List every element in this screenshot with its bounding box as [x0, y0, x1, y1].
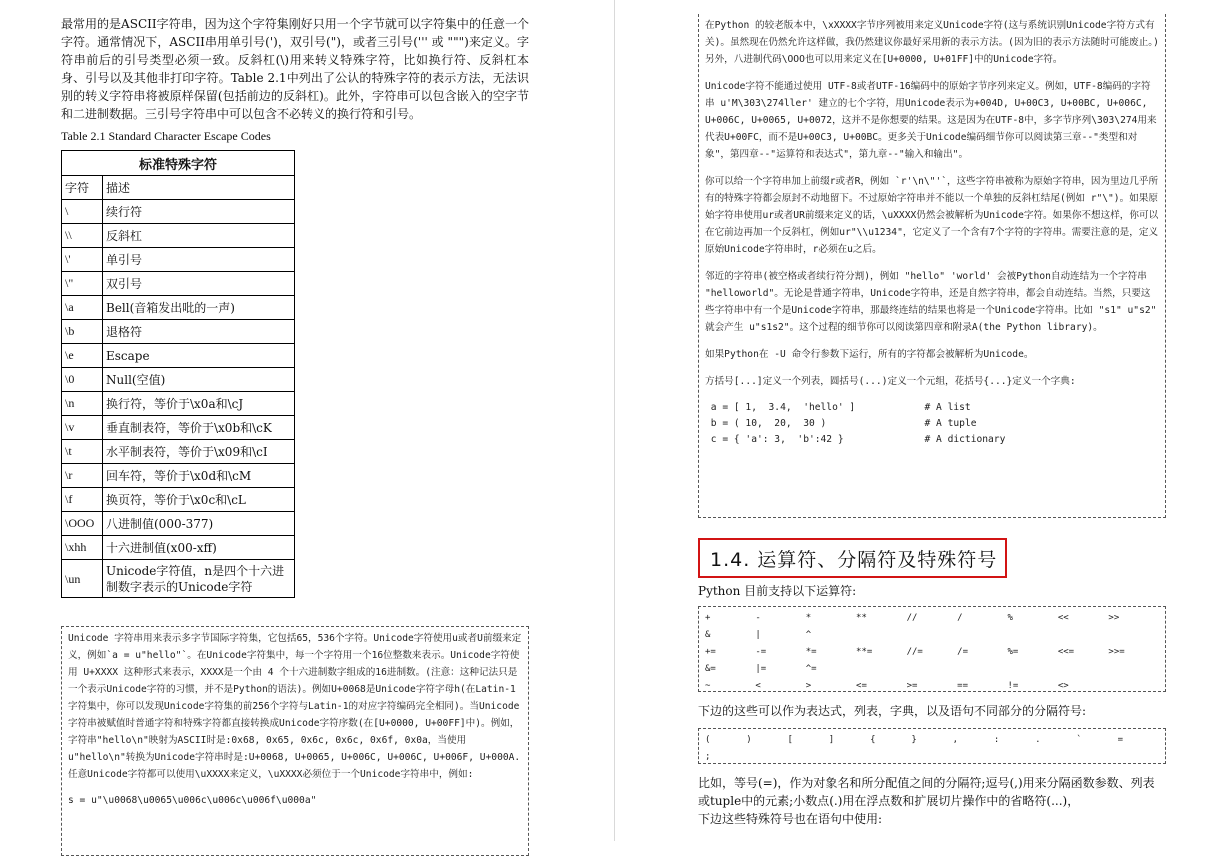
- operator-symbol: [957, 661, 1007, 678]
- table-row: [62, 224, 295, 248]
- operator-symbol: [1058, 627, 1109, 644]
- escape-code: \OOO: [62, 512, 103, 536]
- operator-symbol: -: [755, 613, 761, 623]
- delimiters-box: [698, 728, 1166, 764]
- operator-symbol: %: [1007, 613, 1013, 623]
- special-symbols-intro: 下边这些特殊符号也在语句中使用:: [698, 812, 883, 826]
- operator-symbol: [1108, 678, 1159, 695]
- operator-symbol: -=: [755, 647, 767, 657]
- operator-row: [705, 627, 1159, 644]
- operator-row: [705, 644, 1159, 661]
- table-row: [62, 344, 295, 368]
- delimiter-symbol: [1035, 749, 1076, 766]
- escape-code: \f: [62, 488, 103, 512]
- left-page: [61, 0, 529, 856]
- operator-symbol: !=: [1007, 681, 1019, 691]
- delimiter-symbol: [911, 749, 952, 766]
- operator-row: [705, 661, 1159, 678]
- operator-symbol: >>=: [1108, 647, 1125, 657]
- escape-desc: 双引号: [103, 272, 295, 296]
- operator-symbol: [1008, 627, 1058, 644]
- delimiter-symbol: [788, 749, 829, 766]
- delimiter-symbol: ): [746, 735, 752, 745]
- delimiter-symbol: :: [993, 735, 1000, 745]
- table-row: [62, 296, 295, 320]
- escape-desc: 八进制值(000-377): [103, 512, 295, 536]
- escape-desc: 退格符: [103, 320, 295, 344]
- delimiter-symbol: [953, 749, 994, 766]
- delimiter-row: [705, 732, 1159, 749]
- escape-desc: 换页符，等价于\x0c和\cL: [103, 488, 295, 512]
- table-row: [62, 416, 295, 440]
- operator-symbol: +: [705, 613, 711, 623]
- table-row: [62, 248, 295, 272]
- escape-code: \xhh: [62, 536, 103, 560]
- delimiter-symbol: .: [1035, 735, 1041, 745]
- utf8-paragraph: Unicode字符不能通过使用 UTF-8或者UTF-16编码中的原始字节序列来定义。例如，UTF-8编码的字符串 u'M\303\274ller' 建立的七个字符，用Unicode表示为+004D, U+00C3, U+00BC, U+006C, U+006C, U+0065, U+0072，这并不是你想要的结果。这是因为在UTF-8中，多字节序列\303\274用来代表U+00FC，而不是U+00C3, U+00BC。更多关于Unicode编码细节你可以阅读第三章--"类型和对象"，第四章--"运算符和表达式"，第九章--"输入和输出"。: [705, 81, 1157, 160]
- escape-code: \': [62, 248, 103, 272]
- table-row: [62, 368, 295, 392]
- delimiter-symbol: `: [1076, 735, 1082, 745]
- string-notes-box: [698, 14, 1166, 518]
- operator-symbol: [1108, 661, 1159, 678]
- table-row: [62, 320, 295, 344]
- delimiter-symbol: ]: [828, 735, 835, 745]
- delimiter-symbol: [994, 749, 1035, 766]
- escape-desc: 垂直制表符，等价于\x0b和\cK: [103, 416, 295, 440]
- table-row: [62, 560, 295, 598]
- unicode-paragraph: Unicode 字符串用来表示多字节国际字符集，它包括65，536个字符。Unicode字符使用u或者U前缀来定义，例如`a = u"hello"`。在Unicode字符集中，每一个字符用一个16位整数来表示。Unicode字符使用 U+XXXX 这种形式来表示，XXXX是一个由 4 个十六进制数字组成的16进制数。(注意：这种记法只是一个表示Unicode字符的习惯，并不是Python的语法)。例如U+0068是Unicode字符字母h(在Latin-1字符集中，你可以发现Unicode字符集的前256个字符与Latin-1的对应字符编码完全相同)。当Unicode字符串被赋值时普通字符和特殊字符都直接转换成Unicode字符序数(在[U+0000, U+00FF]中)。例如，字符串"hello\n"映射为ASCII时是:0x68, 0x65, 0x6c, 0x6c, 0x6f, 0x0a，当使用u"hello\n"转换为Unicode字符串时是:U+0068, U+0065, U+006C, U+006C, U+006F, U+000A.任意Unicode字符都可以使用\uXXXX来定义，\uXXXX必须位于一个Unicode字符串中，例如:: [68, 633, 522, 780]
- operator-symbol: ~: [705, 681, 711, 691]
- delimiter-symbol: [: [787, 735, 793, 745]
- escape-desc: Unicode字符值，n是四个十六进制数字表示的Unicode字符: [103, 560, 295, 598]
- escape-desc: 续行符: [103, 200, 295, 224]
- operators-table: [705, 610, 1159, 695]
- table-row: [62, 488, 295, 512]
- table-row: [62, 272, 295, 296]
- page-divider: [614, 0, 615, 841]
- concat-paragraph: 邻近的字符串(被空格或者续行符分割)，例如 "hello" 'world' 会被Python自动连结为一个字符串 "helloworld"。无论是普通字符串，Unicode字符串，还是自然字符串，都会自动连结。当然，只要这些字符串中有一个是Unicode字符串，那最终连结的结果也将是一个Unicode字符串。比如 "s1" u"s2" 就会产生 u"s1s2"。这个过程的细节你可以阅读第四章和附录A(the Python library)。: [705, 271, 1157, 333]
- escape-code: \: [62, 200, 103, 224]
- operator-symbol: ==: [957, 681, 968, 691]
- operator-symbol: <=: [856, 681, 867, 691]
- escape-code: \v: [62, 416, 103, 440]
- operator-symbol: &: [705, 630, 711, 640]
- delimiter-symbol: }: [911, 735, 917, 745]
- operators-box: [698, 606, 1166, 692]
- escape-codes-table: [61, 150, 295, 598]
- operator-symbol: ^=: [805, 664, 817, 674]
- operator-symbol: *=: [805, 647, 817, 657]
- operator-symbol: [907, 661, 958, 678]
- escape-desc: 反斜杠: [103, 224, 295, 248]
- operator-symbol: ^: [805, 630, 812, 640]
- operator-symbol: <<: [1057, 613, 1069, 623]
- delimiter-symbol: =: [1117, 735, 1124, 745]
- delimiter-symbol: [829, 749, 870, 766]
- operator-symbol: //: [906, 613, 918, 623]
- operator-symbol: [1058, 661, 1109, 678]
- table-row: [62, 464, 295, 488]
- operator-symbol: /=: [957, 647, 968, 657]
- operator-symbol: >=: [906, 681, 918, 691]
- escape-code: \un: [62, 560, 103, 598]
- collections-example: a = [ 1, 3.4, 'hello' ] # A list b = ( 10, 20, 30 ) # A tuple c = { 'a': 3, 'b':42 } # A dictionary: [710, 402, 1006, 445]
- escape-code: \0: [62, 368, 103, 392]
- escape-desc: Null(空值): [103, 368, 295, 392]
- table-row: [62, 440, 295, 464]
- intro-paragraph: 最常用的是ASCII字符串，因为这个字符集刚好只用一个字节就可以字符集中的任意一个字符。通常情况下，ASCII串用单引号(')，双引号(")，或者三引号(''' 或 """)来定义。字符串前后的引号类型必须一致。反斜杠(\)用来转义特殊字符，比如换行符、反斜杠本身、引号以及其他非打印字符。Table 2.1中列出了公认的特殊字符的表示方法，无法识别的转义字符串将被原样保留(包括前边的反斜杠)。此外，字符串可以包含嵌入的空字节和二进制数据。三引号字符串中可以包含不必转义的换行符和引号。: [61, 17, 529, 121]
- operator-symbol: //=: [906, 647, 923, 657]
- delimiter-symbol: ,: [952, 735, 959, 745]
- table-header-char: 字符: [62, 176, 103, 200]
- table-row: [62, 536, 295, 560]
- brackets-paragraph: 方括号[...]定义一个列表，圆括号(...)定义一个元组，花括号{...}定义一个字典:: [705, 376, 1076, 387]
- escape-desc: 水平制表符，等价于\x09和\cI: [103, 440, 295, 464]
- operator-row: [705, 610, 1159, 627]
- operator-symbol: >: [805, 681, 812, 691]
- delimiter-symbol: [746, 749, 787, 766]
- table-title: 标准特殊字符: [62, 151, 295, 176]
- delimiters-explanation: 比如，等号(=)，作为对象名和所分配值之间的分隔符;逗号(,)用来分隔函数参数、列表或tuple中的元素;小数点(.)用在浮点数和扩展切片操作中的省略符(...)，: [698, 776, 1155, 808]
- table-row: [62, 512, 295, 536]
- escape-desc: 回车符，等价于\x0d和\cM: [103, 464, 295, 488]
- escape-desc: Escape: [103, 344, 295, 368]
- unicode-example: s = u"\u0068\u0065\u006c\u006c\u006f\u000a": [68, 795, 317, 806]
- delimiter-symbol: [1076, 749, 1117, 766]
- operator-symbol: [1008, 661, 1058, 678]
- escape-code: \b: [62, 320, 103, 344]
- operator-symbol: *: [805, 613, 812, 623]
- escape-desc: 换行符，等价于\x0a和\cJ: [103, 392, 295, 416]
- section-heading: 1.4. 运算符、分隔符及特殊符号: [698, 538, 1007, 578]
- escape-code: \": [62, 272, 103, 296]
- operator-symbol: |: [755, 630, 761, 640]
- operator-symbol: >>: [1108, 613, 1120, 623]
- delimiter-symbol: {: [870, 735, 876, 745]
- operator-symbol: [907, 627, 958, 644]
- raw-string-paragraph: 你可以给一个字符串加上前缀r或者R，例如 `r'\n\"'`，这些字符串被称为原始字符串，因为里边几乎所有的特殊字符都会原封不动地留下。不过原始字符串并不能以一个单独的反斜杠结尾(例如 r"\")。如果原始字符串使用ur或者UR前缀来定义的话，\uXXXX仍然会被解析为Unicode字符。如果你不想这样，你可以在它前边再加一个反斜杠，例如ur"\\u1234"，它定义了一个含有7个字符的字符串。需要注意的是，定义原始Unicode字符串时，r必须在u之后。: [705, 176, 1159, 255]
- escape-code: \a: [62, 296, 103, 320]
- operator-symbol: **=: [856, 647, 873, 657]
- operator-symbol: /: [957, 613, 963, 623]
- operator-symbol: [1108, 627, 1159, 644]
- operator-symbol: <: [755, 681, 761, 691]
- right-page: [698, 0, 1166, 828]
- escape-desc: 单引号: [103, 248, 295, 272]
- table-caption: Table 2.1 Standard Character Escape Codes: [61, 129, 271, 143]
- escape-code: \t: [62, 440, 103, 464]
- operator-symbol: [856, 661, 907, 678]
- operator-symbol: [957, 627, 1007, 644]
- operator-symbol: &=: [705, 664, 716, 674]
- operator-symbol: <>: [1057, 681, 1069, 691]
- operator-symbol: <<=: [1057, 647, 1075, 657]
- table-header-desc: 描述: [103, 176, 295, 200]
- delimiter-symbol: [870, 749, 911, 766]
- unicode-flag-paragraph: 如果Python在 -U 命令行参数下运行，所有的字符都会被解析为Unicode。: [705, 349, 1034, 360]
- operator-symbol: [856, 627, 907, 644]
- escape-desc: 十六进制值(x00-xff): [103, 536, 295, 560]
- delimiter-symbol: [1118, 749, 1159, 766]
- table-row: [62, 200, 295, 224]
- delimiter-row: [705, 749, 1159, 766]
- escape-code: \e: [62, 344, 103, 368]
- operator-symbol: **: [856, 613, 867, 623]
- table-row: [62, 392, 295, 416]
- delimiter-symbol: (: [705, 735, 711, 745]
- delimiter-symbol: ;: [705, 752, 711, 762]
- escape-code: \\: [62, 224, 103, 248]
- escape-desc: Bell(音箱发出吡的一声): [103, 296, 295, 320]
- escape-code: \r: [62, 464, 103, 488]
- delimiters-table: [705, 732, 1159, 766]
- operator-row: [705, 678, 1159, 695]
- operator-symbol: +=: [705, 647, 716, 657]
- escape-code: \n: [62, 392, 103, 416]
- operator-symbol: |=: [755, 664, 767, 674]
- operator-symbol: %=: [1007, 647, 1019, 657]
- unicode-code-box: [61, 626, 529, 856]
- legacy-escape-paragraph: 在Python 的较老版本中，\xXXXX字节序列被用来定义Unicode字符(这与系统识别Unicode字符方式有关)。虽然现在仍然允许这样做，我仍然建议你最好采用新的表示方法。(因为旧的表示方法随时可能废止。)另外，八进制代码\OOO也可以用来定义在[U+0000, U+01FF]中的Unicode字符。: [705, 20, 1159, 65]
- operators-intro: Python 目前支持以下运算符:: [698, 584, 857, 598]
- delimiters-intro: 下边的这些可以作为表达式，列表，字典，以及语句不同部分的分隔符号:: [698, 704, 1087, 718]
